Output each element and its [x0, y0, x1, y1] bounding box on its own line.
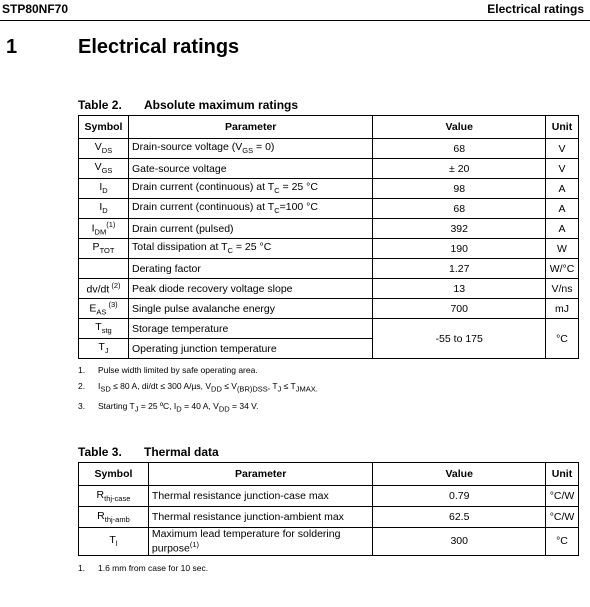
symbol-subscript: D: [102, 186, 108, 196]
symbol-subscript: DS: [101, 146, 113, 156]
table-header-row: [79, 463, 579, 486]
table-row: [79, 179, 579, 199]
table3-caption: [78, 445, 219, 459]
table-row: [79, 507, 579, 528]
parameter-cell: Thermal resistance junction-ambient max: [148, 507, 373, 528]
header-section-title: Electrical ratings: [487, 2, 584, 16]
footnote: [78, 378, 318, 398]
symbol-subscript: thj-amb: [104, 515, 130, 525]
document-part-number: STP80NF70: [2, 2, 69, 16]
table-row: [79, 139, 579, 159]
parameter-cell: Drain current (continuous) at $T_C = 25$ °C: [128, 179, 372, 199]
value-cell: 300: [373, 528, 546, 556]
table-row: [79, 528, 579, 556]
symbol-cell: $T_J$: [79, 339, 129, 359]
symbol-cell: $I_{DM}^{(1)}$: [79, 219, 129, 239]
unit-cell: mJ: [546, 299, 579, 319]
table3-caption-title: Thermal data: [144, 445, 219, 459]
symbol-subscript: TOT: [99, 246, 115, 256]
table-row: [79, 319, 579, 339]
value-cell: ± 20: [373, 159, 546, 179]
table2-caption: [78, 98, 299, 112]
header-parameter: Parameter: [148, 463, 373, 486]
header-symbol: Symbol: [79, 116, 129, 139]
header-unit: Unit: [545, 463, 578, 486]
parameter-cell: Operating junction temperature: [128, 339, 372, 359]
parameter-cell: Maximum lead temperature for soldering purpose$^{(1)}$: [148, 528, 373, 556]
value-cell: 62.5: [373, 507, 546, 528]
section-number: 1: [6, 36, 18, 58]
unit-cell: A: [546, 179, 579, 199]
symbol-subscript: D: [102, 206, 108, 216]
table-row: [79, 159, 579, 179]
parameter-cell: Storage temperature: [128, 319, 372, 339]
parameter-cell: Peak diode recovery voltage slope: [128, 279, 372, 299]
symbol-cell: $I_D$: [79, 199, 129, 219]
table3-caption-number: Table 3.: [78, 445, 122, 459]
symbol-cell: $E_{AS}$ $^{(3)}$: [79, 299, 129, 319]
symbol-subscript: stg: [101, 326, 112, 336]
value-cell: 68: [373, 139, 546, 159]
footnote-text: Starting $T_J = 25$ ºC, $I_D = 40$ A, $V_{DD} = 34$ V.: [98, 400, 259, 414]
parameter-cell: Thermal resistance junction-case max: [148, 486, 373, 507]
symbol-subscript: AS: [96, 307, 107, 317]
table-row: [79, 486, 579, 507]
header-symbol: Symbol: [79, 463, 149, 486]
footnote-number: 1.: [78, 563, 86, 573]
symbol-cell: $R_{thj-amb}$: [79, 507, 149, 528]
unit-cell: °C: [545, 528, 578, 556]
symbol-subscript: l: [115, 539, 118, 549]
symbol-superscript: (1): [106, 220, 116, 230]
unit-cell: °C: [546, 319, 579, 359]
thermal-data-table: [78, 462, 579, 556]
parameter-cell: Gate-source voltage: [128, 159, 372, 179]
footnote: [78, 398, 318, 418]
symbol-subscript: thj-case: [104, 494, 131, 504]
unit-cell: W/°C: [546, 259, 579, 279]
unit-cell: A: [546, 219, 579, 239]
table-row: [79, 199, 579, 219]
footnote-number: 3.: [78, 400, 86, 411]
table2-caption-number: Table 2.: [78, 98, 122, 112]
value-cell: -55 to 175: [373, 319, 546, 359]
header-unit: Unit: [546, 116, 579, 139]
symbol-cell: dv/dt $^{(2)}$: [79, 279, 129, 299]
footnote: [78, 362, 318, 378]
absolute-maximum-ratings-table: [78, 115, 579, 359]
unit-cell: °C/W: [545, 486, 578, 507]
unit-cell: V/ns: [546, 279, 579, 299]
unit-cell: °C/W: [545, 507, 578, 528]
value-cell: 68: [373, 199, 546, 219]
footnote-number: 2.: [78, 381, 86, 391]
symbol-cell: [79, 259, 129, 279]
parameter-cell: Total dissipation at $T_C = 25$ °C: [128, 239, 372, 259]
value-cell: 392: [373, 219, 546, 239]
footnote: [78, 560, 208, 576]
table2-caption-title: Absolute maximum ratings: [144, 98, 299, 112]
table3-footnotes: [78, 560, 208, 576]
symbol-cell: $T_l$: [79, 528, 149, 556]
unit-cell: V: [546, 139, 579, 159]
table-row: [79, 279, 579, 299]
symbol-cell: $R_{thj-case}$: [79, 486, 149, 507]
table-row: [79, 259, 579, 279]
table-row: [79, 299, 579, 319]
footnote-number: 1.: [78, 365, 86, 375]
header-parameter: Parameter: [128, 116, 372, 139]
parameter-cell: Drain current (pulsed): [128, 219, 372, 239]
parameter-cell: Single pulse avalanche energy: [128, 299, 372, 319]
symbol-superscript: (2): [109, 281, 121, 291]
value-cell: 700: [373, 299, 546, 319]
value-cell: 13: [373, 279, 546, 299]
symbol-superscript: (3): [106, 300, 118, 310]
symbol-subscript: GS: [101, 166, 113, 176]
table-header-row: [79, 116, 579, 139]
table2-footnotes: [78, 362, 318, 417]
table-row: [79, 239, 579, 259]
symbol-cell: $P_{TOT}$: [79, 239, 129, 259]
footnote-text: Pulse width limited by safe operating area.: [98, 365, 258, 375]
unit-cell: W: [546, 239, 579, 259]
footnote-text: 1.6 mm from case for 10 sec.: [98, 563, 209, 573]
header-value: Value: [373, 116, 546, 139]
footnote-text: $I_{SD} \le 80$ A, di/dt ≤ 300 A/µs, $V_{DD} \le V_{(BR)DSS}$, $T_J \le T_{JMAX.}$: [98, 381, 318, 394]
value-cell: 1.27: [373, 259, 546, 279]
value-cell: 98: [373, 179, 546, 199]
header-value: Value: [373, 463, 546, 486]
parameter-cell: Drain current (continuous) at $T_C=100$ °C: [128, 199, 372, 219]
unit-cell: V: [546, 159, 579, 179]
symbol-cell: $T_{stg}$: [79, 319, 129, 339]
symbol-subscript: J: [104, 346, 109, 356]
parameter-cell: Derating factor: [128, 259, 372, 279]
symbol-cell: $V_{DS}$: [79, 139, 129, 159]
symbol-cell: $I_D$: [79, 179, 129, 199]
page-header: [0, 0, 590, 21]
value-cell: 0.79: [373, 486, 546, 507]
value-cell: 190: [373, 239, 546, 259]
section-title: Electrical ratings: [78, 36, 240, 58]
symbol-cell: $V_{GS}$: [79, 159, 129, 179]
table-row: [79, 219, 579, 239]
symbol-subscript: DM: [94, 227, 107, 237]
parameter-cell: Drain-source voltage $(V_{GS} = 0)$: [128, 139, 372, 159]
unit-cell: A: [546, 199, 579, 219]
